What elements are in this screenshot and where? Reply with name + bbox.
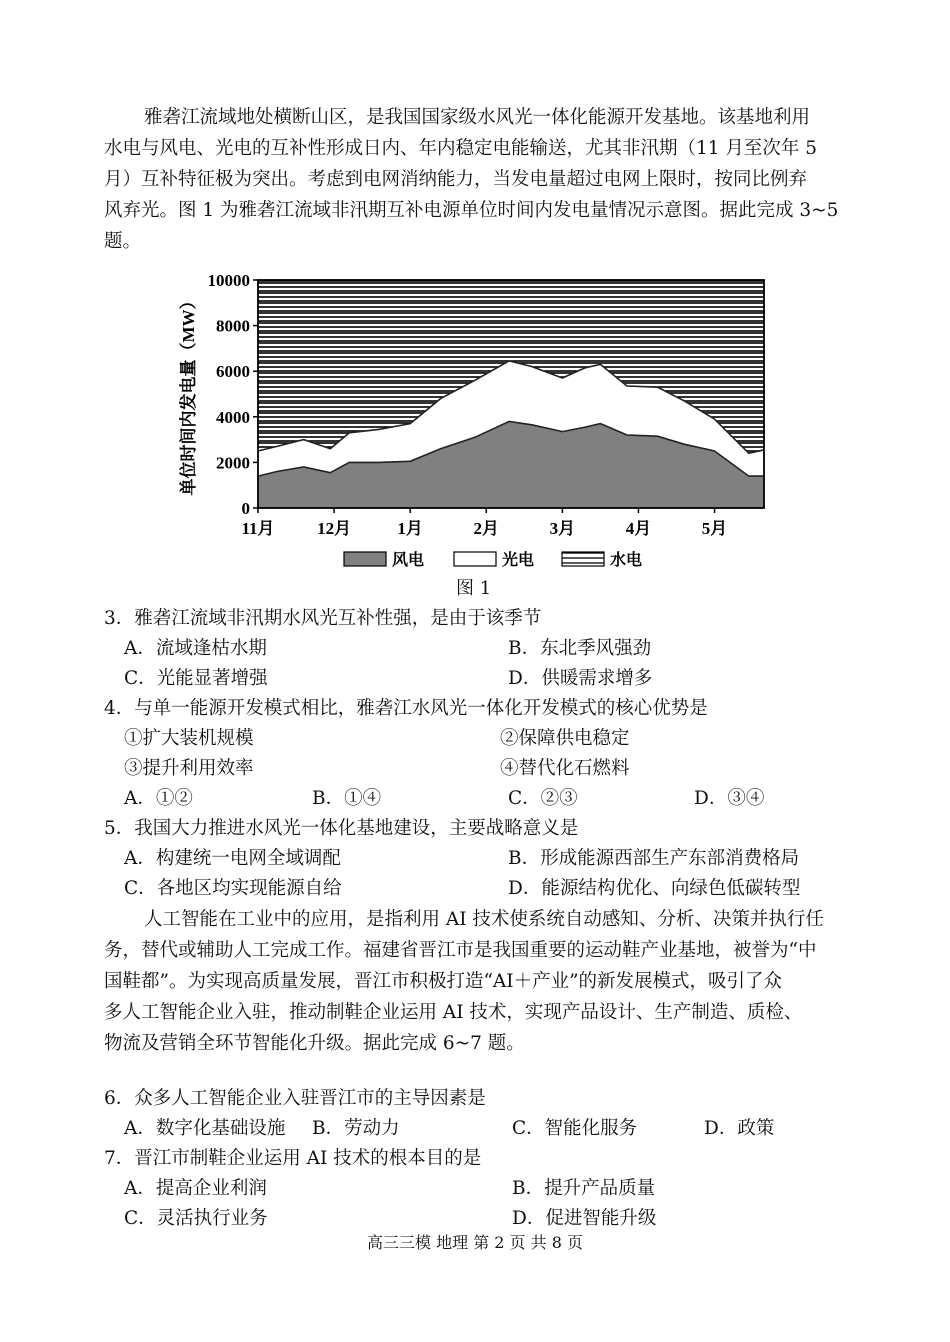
passage-1	[104, 102, 864, 257]
q4-item-4: ④替代化石燃料	[500, 758, 630, 779]
x-tick-label: 5月	[701, 519, 728, 538]
x-tick-label: 4月	[625, 519, 652, 538]
q5-option-d[interactable]: D．能源结构优化、向绿色低碳转型	[508, 878, 801, 899]
q7-option-d[interactable]: D．促进智能升级	[512, 1208, 657, 1229]
figure-1-chart	[172, 262, 772, 574]
question-6-stem: 6．众多人工智能企业入驻晋江市的主导因素是	[104, 1088, 486, 1109]
q6-option-d[interactable]: D．政策	[704, 1118, 775, 1139]
passage-line: 物流及营销全环节智能化升级。据此完成 6~7 题。	[104, 1033, 525, 1054]
q5-option-b[interactable]: B．形成能源西部生产东部消费格局	[508, 848, 800, 869]
q6-option-b[interactable]: B．劳动力	[312, 1118, 400, 1139]
q3-option-a[interactable]: A．流域逢枯水期	[124, 638, 267, 659]
passage-line: 多人工智能企业入驻，推动制鞋企业运用 AI 技术，实现产品设计、生产制造、质检、	[104, 1002, 803, 1023]
x-tick-label: 12月	[317, 519, 352, 538]
q4-option-a[interactable]: A．①②	[124, 788, 193, 809]
legend-swatch	[344, 552, 386, 566]
x-tick-label: 11月	[241, 519, 275, 538]
figure-caption: 图 1	[456, 578, 492, 599]
q3-option-c[interactable]: C．光能显著增强	[124, 668, 268, 689]
legend-swatch	[454, 552, 496, 566]
question-5-stem: 5．我国大力推进水风光一体化基地建设，主要战略意义是	[104, 818, 579, 839]
q3-option-b[interactable]: B．东北季风强劲	[508, 638, 652, 659]
q7-option-b[interactable]: B．提升产品质量	[512, 1178, 656, 1199]
passage-2	[104, 904, 864, 1059]
q4-option-c[interactable]: C．②③	[508, 788, 578, 809]
q4-item-3: ③提升利用效率	[124, 758, 254, 779]
q4-option-d[interactable]: D．③④	[694, 788, 765, 809]
y-tick-label: 8000	[216, 316, 250, 336]
passage-line: 国鞋都”。为实现高质量发展，晋江市积极打造“AI＋产业”的新发展模式，吸引了众	[104, 971, 783, 992]
question-4-stem: 4．与单一能源开发模式相比，雅砻江水风光一体化开发模式的核心优势是	[104, 698, 708, 719]
passage-line: 月）互补特征极为突出。考虑到电网消纳能力，当发电量超过电网上限时，按同比例弃	[104, 169, 808, 190]
q6-option-a[interactable]: A．数字化基础设施	[124, 1118, 286, 1139]
legend-label: 风电	[392, 552, 425, 569]
legend-swatch	[562, 552, 604, 566]
q5-option-c[interactable]: C．各地区均实现能源自给	[124, 878, 342, 899]
question-7-stem: 7．晋江市制鞋企业运用 AI 技术的根本目的是	[104, 1148, 482, 1169]
q7-option-a[interactable]: A．提高企业利润	[124, 1178, 267, 1199]
question-3-stem: 3．雅砻江流域非汛期水风光互补性强，是由于该季节	[104, 608, 542, 629]
y-axis-label: 单位时间内发电量（MW）	[179, 292, 198, 496]
page-footer: 高三三模 地理 第 2 页 共 8 页	[367, 1233, 583, 1252]
q6-option-c[interactable]: C．智能化服务	[512, 1118, 638, 1139]
q4-item-2: ②保障供电稳定	[500, 728, 630, 749]
passage-line: 人工智能在工业中的应用，是指利用 AI 技术使系统自动感知、分析、决策并执行任	[144, 909, 824, 930]
passage-line: 题。	[104, 231, 142, 252]
q7-option-c[interactable]: C．灵活执行业务	[124, 1208, 268, 1229]
passage-line: 务，替代或辅助人工完成工作。福建省晋江市是我国重要的运动鞋产业基地，被誉为“中	[104, 940, 817, 961]
passage-line: 风弃光。图 1 为雅砻江流域非汛期互补电源单位时间内发电量情况示意图。据此完成 3~5	[104, 200, 839, 221]
x-tick-label: 2月	[473, 519, 500, 538]
y-tick-label: 10000	[207, 271, 250, 290]
q4-item-1: ①扩大装机规模	[124, 728, 254, 749]
x-tick-label: 1月	[397, 519, 423, 538]
legend-label: 水电	[610, 552, 643, 569]
q4-option-b[interactable]: B．①④	[312, 788, 382, 809]
q5-option-a[interactable]: A．构建统一电网全域调配	[124, 848, 341, 869]
y-tick-label: 4000	[216, 407, 250, 427]
y-tick-label: 0	[241, 499, 250, 518]
passage-line: 雅砻江流域地处横断山区，是我国国家级水风光一体化能源开发基地。该基地利用	[144, 107, 811, 128]
passage-line: 水电与风电、光电的互补性形成日内、年内稳定电能输送，尤其非汛期（11 月至次年 5	[104, 138, 818, 159]
x-tick-label: 3月	[549, 519, 576, 538]
q3-option-d[interactable]: D．供暖需求增多	[508, 668, 653, 689]
y-tick-label: 6000	[216, 362, 250, 382]
y-tick-label: 2000	[216, 453, 250, 473]
legend-label: 光电	[502, 552, 535, 569]
